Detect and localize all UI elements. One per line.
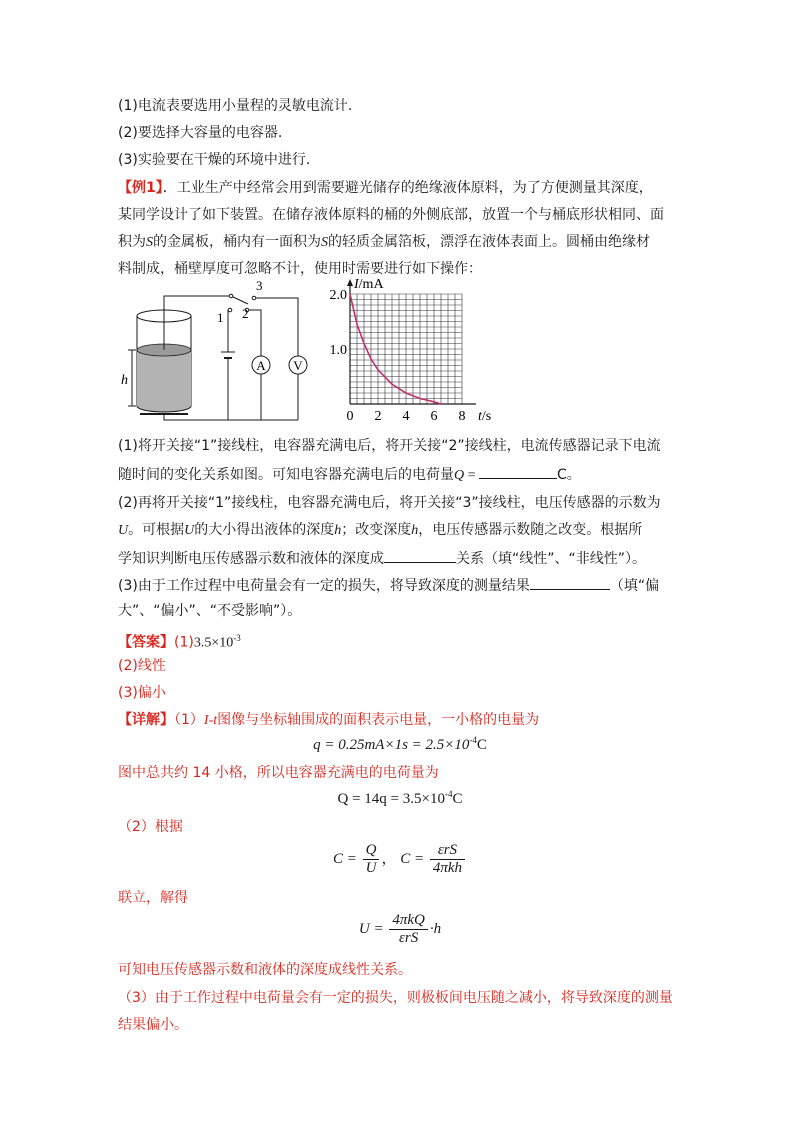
x-tick-label: 4 bbox=[402, 409, 410, 424]
liquid bbox=[137, 350, 191, 412]
q1-answer-blank[interactable] bbox=[479, 463, 557, 479]
example-line-3: 积为S的金属板，桶内有一面积为S的轻质金属箔板，漂浮在液体表面上。圆桶由绝缘材 bbox=[118, 234, 650, 250]
q2-answer-blank[interactable] bbox=[384, 547, 456, 563]
q3-line-2: 大”、“偏小”、“不受影响”）。 bbox=[118, 603, 302, 619]
detail-line-6: （3）由于工作过程中电荷量会有一定的损失，则极板间电压随之减小，将导致深度的测量 bbox=[118, 990, 673, 1006]
example-tag: 【例1】 bbox=[118, 180, 163, 196]
answer-2: (2)线性 bbox=[118, 658, 166, 674]
answer-1: 【答案】$(1)3.5\times 10^{-3}$ bbox=[118, 633, 241, 651]
y-tick-label: 1.0 bbox=[329, 343, 347, 358]
note-3: (3)实验要在干燥的环境中进行. bbox=[118, 152, 311, 168]
switch-label-1: 1 bbox=[217, 310, 224, 325]
q3-answer-blank[interactable] bbox=[530, 574, 610, 590]
q2-line-2: U。可根据U的大小得出液体的深度h；改变深度h，电压传感器示数随之改变。根据所 bbox=[118, 522, 643, 538]
x-tick-label: 0 bbox=[346, 409, 354, 424]
equation-capacitance: C = $\frac{Q}{U}$ ， C = $\frac{\text{εrS}}{\text{4πkh}}$ bbox=[0, 842, 800, 877]
q1-line-2: 随时间的变化关系如图。可知电容器充满电后的电荷量Q = C。 bbox=[118, 463, 581, 486]
current-time-chart bbox=[328, 276, 498, 428]
detail-line-2: 图中总共约 14 小格，所以电容器充满电的电荷量为 bbox=[118, 765, 439, 781]
example-line-4: 料制成，桶壁厚度可忽略不计，使用时需要进行如下操作： bbox=[118, 261, 482, 277]
y-axis-label: I/mA bbox=[354, 277, 384, 292]
x-axis-label: t/s bbox=[478, 409, 492, 424]
equation-voltage: U = $\frac{\text{4πkQ}}{\text{εrS}}$ ·h bbox=[358, 912, 442, 946]
detail-line-3: （2）根据 bbox=[118, 819, 183, 835]
example-line-2: 某同学设计了如下装置。在储存液体原料的桶的外侧底部，放置一个与桶底形状相同、面 bbox=[118, 207, 664, 223]
detail-line-4: 联立，解得 bbox=[118, 890, 188, 906]
voltmeter-label: V bbox=[293, 358, 303, 373]
detail-line-1: 【详解】（1）I-t图像与坐标轴围成的面积表示电量，一小格的电量为 bbox=[118, 712, 540, 728]
detail-line-5: 可知电压传感器示数和液体的深度成线性关系。 bbox=[118, 962, 412, 978]
switch-label-2: 2 bbox=[242, 306, 249, 321]
q2-line-3: 学知识判断电压传感器示数和液体的深度成 关系（填“线性”、“非线性”）。 bbox=[118, 547, 646, 569]
equation-total-charge: $Q = 14q = 3.5\times 10^{-4}C$ bbox=[337, 789, 463, 807]
y-tick-label: 2.0 bbox=[329, 288, 347, 303]
note-2: (2)要选择大容量的电容器. bbox=[118, 125, 283, 141]
y-axis-arrow bbox=[347, 279, 353, 286]
detail-line-7: 结果偏小。 bbox=[118, 1017, 188, 1033]
q3-line-1: (3)由于工作过程中电荷量会有一定的损失，将导致深度的测量结果 （填“偏 bbox=[118, 574, 659, 596]
x-tick-label: 6 bbox=[430, 409, 438, 424]
x-tick-label: 2 bbox=[374, 409, 382, 424]
example-line-1: 【例1】．工业生产中经常会用到需要避光储存的绝缘液体原料，为了方便测量其深度， bbox=[118, 180, 653, 196]
circuit-diagram bbox=[118, 280, 318, 430]
answer-tag: 【答案】 bbox=[118, 634, 174, 651]
answer-3: (3)偏小 bbox=[118, 685, 166, 701]
note-1: (1)电流表要选用小量程的灵敏电流计. bbox=[118, 98, 353, 114]
switch-label-3: 3 bbox=[256, 280, 263, 293]
ammeter-label: A bbox=[256, 358, 266, 373]
q2-line-1: (2)再将开关接“1”接线柱，电容器充满电后，将开关接“3”接线柱，电压传感器的示数为 bbox=[118, 495, 661, 511]
detail-tag: 【详解】 bbox=[118, 712, 174, 728]
q1-line-1: (1)将开关接“1”接线柱，电容器充满电后，将开关接“2”接线柱，电流传感器记录下电流 bbox=[118, 438, 661, 454]
equation-charge-per-cell: $q = 0.25mA\times 1s = 2.5\times 10^{-4}C$ bbox=[313, 735, 487, 753]
height-label: h bbox=[121, 373, 128, 388]
x-tick-label: 8 bbox=[458, 409, 466, 424]
